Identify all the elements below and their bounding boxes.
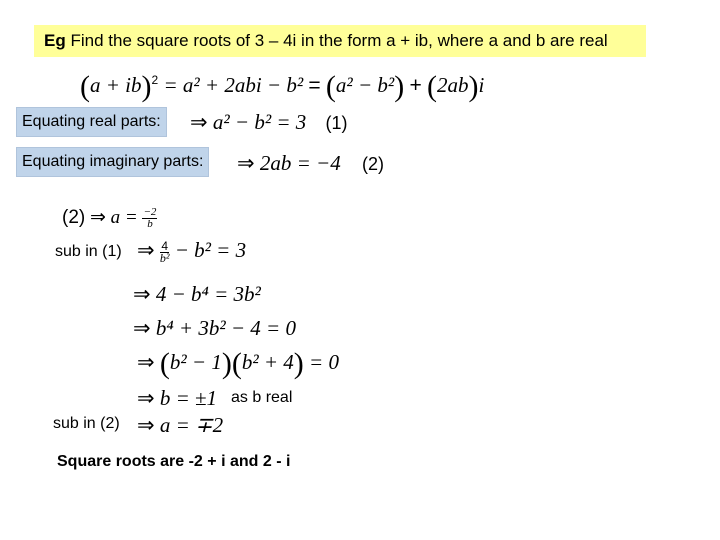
step4-rhs: = 0 <box>309 350 339 374</box>
expansion-line: (a + ib)$^2$ = a² + 2abi − b² = (a² − b²) + (2ab)i <box>80 70 485 103</box>
expansion-imag: 2ab <box>436 73 469 97</box>
from-2: (2) <box>62 207 86 228</box>
step1-tail: − b² = 3 <box>174 238 247 262</box>
imag-equation: 2ab = −4 <box>259 151 341 175</box>
from-2-line: (2) ⇒ a = $\frac{-2}{b}$ <box>62 206 157 231</box>
title-text: Find the square roots of 3 – 4i in the form a + ib, where a and b are real <box>70 31 608 50</box>
expansion-lhs: a + ib <box>90 73 142 97</box>
step4-factor2: b² + 4 <box>241 350 294 374</box>
title-banner <box>34 25 646 57</box>
imag-parts-label: Equating imaginary parts: <box>16 147 209 177</box>
step1: ⇒ $\frac{4}{\text{b²}}$ − b² = 3 <box>137 238 247 265</box>
step6: ⇒ a = ∓2 <box>137 413 224 437</box>
step6-eq: a = ∓2 <box>159 413 224 437</box>
step4: ⇒ (b² − 1)(b² + 4) = 0 <box>137 347 339 380</box>
expansion-tail: i <box>478 73 485 97</box>
step2: ⇒ 4 − b⁴ = 3b² <box>133 282 261 306</box>
conclusion: Square roots are -2 + i and 2 - i <box>57 453 291 470</box>
real-tag: (1) <box>325 113 348 133</box>
step5: ⇒ b = ±1 <box>137 386 218 410</box>
real-equation: a² − b² = 3 <box>212 110 307 134</box>
expansion-real: a² − b² <box>335 73 395 97</box>
sub-in-2-label: sub in (2) <box>53 415 120 432</box>
close-paren: ) <box>141 70 152 103</box>
step2-eq: 4 − b⁴ = 3b² <box>155 282 261 306</box>
expansion-mid: = a² + 2abi − b² <box>163 73 304 97</box>
real-parts-equation: ⇒ a² − b² = 3 (1) <box>190 110 348 134</box>
step3: ⇒ b⁴ + 3b² − 4 = 0 <box>133 316 296 340</box>
step1-frac-num: 4 <box>161 238 168 253</box>
step1-frac-den: b² <box>159 250 170 265</box>
step5-eq: b = ±1 <box>159 386 218 410</box>
a-frac-num: −2 <box>143 206 157 219</box>
imag-tag: (2) <box>361 154 384 174</box>
imag-parts-equation: ⇒ 2ab = −4 (2) <box>237 151 384 175</box>
step3-eq: b⁴ + 3b² − 4 = 0 <box>155 316 296 340</box>
title-eg: Eg <box>44 31 66 50</box>
step4-factor1: b² − 1 <box>169 350 222 374</box>
as-b-real-note: as b real <box>231 389 293 406</box>
sub-in-1-label: sub in (1) <box>55 243 122 260</box>
open-paren: ( <box>80 70 90 103</box>
a-frac-den: b <box>147 218 153 231</box>
a-equals: a = <box>110 207 138 228</box>
real-parts-label: Equating real parts: <box>16 107 167 137</box>
